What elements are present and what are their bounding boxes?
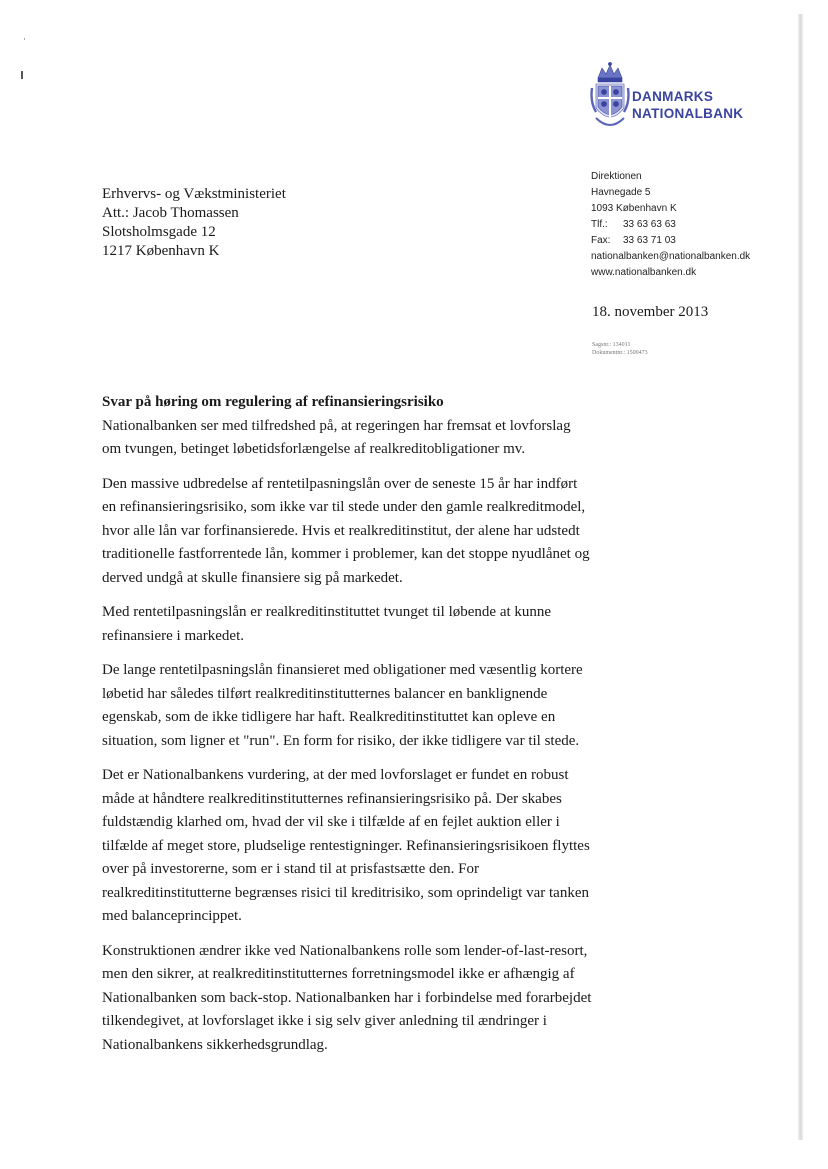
letterhead-logo — [590, 62, 760, 134]
bank-name-line2: NATIONALBANK — [632, 106, 744, 121]
letter-body — [102, 391, 592, 1068]
paragraph: Med rentetilpasningslån er realkreditinstituttet tvunget til løbende at kunne refinansiere i markedet. — [102, 604, 552, 644]
sender-block — [591, 169, 791, 281]
recipient-address — [102, 185, 402, 261]
paragraph: Den massive udbredelse af rentetilpasningslån over de seneste 15 år har indført en refinansieringsrisiko, som ikke var til stede under den gamle realkreditmodel, hvor alle lån var forfinansierede. Hvis et realkreditinstitut, der alene har udstedt traditionelle fastforrentede lån, kommer i problemer, kan det stoppe nyudlånet og derved undgå at skulle finansiere sig på markedet. — [102, 475, 590, 586]
paragraph: Konstruktionen ændrer ikke ved Nationalbankens rolle som lender-of-last-resort, men den sikrer, at realkreditinstitutternes forretningsmodel ikke er afhængig af Nationalbanken som back-stop. Nationalbanken har i forbindelse med forarbejdet tilkendegivet, at lovforslaget ikke i sig selv giver anledning til ændringer i Nationalbankens sikkerhedsgrundlag. — [102, 942, 592, 1053]
bank-name-line1: DANMARKS — [632, 89, 714, 104]
phone-number: 33 63 63 63 — [623, 219, 676, 230]
letter-date: 18. november 2013 — [592, 304, 709, 320]
paragraph: Det er Nationalbankens vurdering, at der med lovforslaget er fundet en robust måde at håndtere realkreditinstitutternes refinansieringsrisiko på. Der skabes fuldstændig klarhed om, hvad der vil ske i tilfælde af en fejlet auktion eller i tilfælde af meget store, pludselige rentestigninger. Refinansieringsrisikoen flyttes over på investorerne, som er i stand til at prisfastsætte den. For realkreditinstitutterne begrænses risici til kreditrisiko, som oprindeligt var tanken med balanceprincippet. — [102, 767, 590, 924]
scan-speck — [21, 71, 23, 79]
royal-crest-icon — [590, 62, 630, 134]
scan-speck — [24, 38, 25, 40]
document-number: Dokumentnr.: 1500473 — [592, 350, 648, 356]
sender-email: nationalbanken@nationalbanken.dk — [591, 251, 751, 262]
recipient-street: Slotsholmsgade 12 — [102, 224, 216, 240]
bank-name — [632, 88, 743, 122]
recipient-postal: 1217 København K — [102, 243, 220, 259]
letter-subject: Svar på høring om regulering af refinansieringsrisiko — [102, 394, 444, 410]
sender-department: Direktionen — [591, 171, 642, 182]
recipient-attention: Att.: Jacob Thomassen — [102, 205, 239, 221]
scan-edge-shadow — [798, 14, 803, 1140]
fax-label: Fax: — [591, 235, 611, 246]
phone-label: Tlf.: — [591, 219, 608, 230]
fax-number: 33 63 71 03 — [623, 235, 676, 246]
case-number: Sagsnr.: 134011 — [592, 342, 631, 348]
recipient-organization: Erhvervs- og Vækstministeriet — [102, 186, 286, 202]
sender-website: www.nationalbanken.dk — [591, 267, 697, 278]
sender-postal: 1093 København K — [591, 203, 677, 214]
paragraph: Nationalbanken ser med tilfredshed på, at regeringen har fremsat et lovforslag om tvungen, betinget løbetidsforlængelse af realkreditobligationer mv. — [102, 417, 571, 457]
paragraph: De lange rentetilpasningslån finansieret med obligationer med væsentlig kortere løbetid har således tilført realkreditinstitutternes balancer en banklignende egenskab, som de ikke tidligere har haft. Realkreditinstituttet kan opleve en situation, som ligner et "run". En form for risiko, der ikke tidligere var til stede. — [102, 662, 583, 749]
sender-street: Havnegade 5 — [591, 187, 651, 198]
sender-phone-row — [591, 217, 791, 233]
sender-fax-row — [591, 233, 791, 249]
reference-numbers — [592, 341, 648, 357]
